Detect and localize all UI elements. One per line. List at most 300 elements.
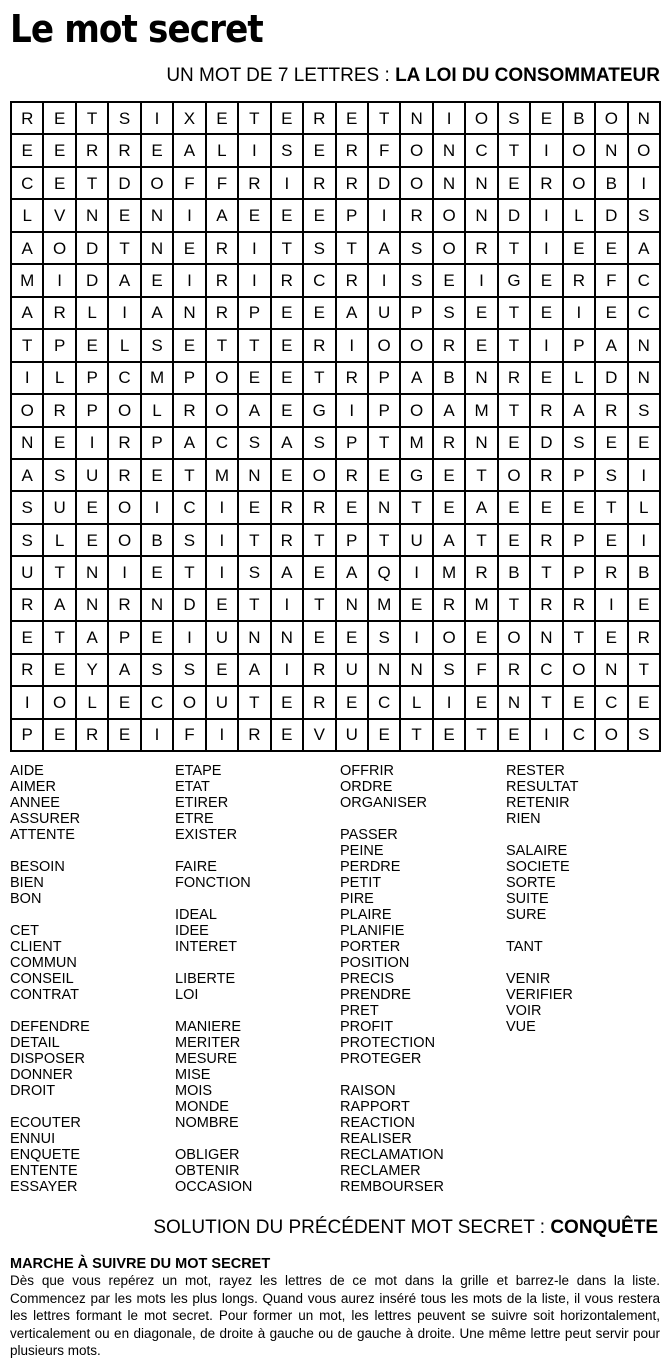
grid-cell[interactable]: E	[239, 200, 271, 232]
grid-cell[interactable]: S	[401, 265, 433, 297]
grid-cell[interactable]: S	[142, 655, 174, 687]
grid-cell[interactable]: D	[531, 428, 563, 460]
grid-cell[interactable]: O	[369, 330, 401, 362]
grid-cell[interactable]: O	[401, 135, 433, 167]
grid-cell[interactable]: E	[109, 200, 141, 232]
grid-cell[interactable]: S	[304, 233, 336, 265]
grid-cell[interactable]: I	[207, 720, 239, 752]
grid-cell[interactable]: E	[434, 460, 466, 492]
grid-cell[interactable]: E	[434, 492, 466, 524]
grid-cell[interactable]: N	[142, 590, 174, 622]
word-list-item[interactable]: RIEN	[506, 811, 541, 827]
grid-cell[interactable]: T	[174, 460, 206, 492]
grid-cell[interactable]: B	[629, 557, 661, 589]
word-list-item[interactable]: OCCASION	[175, 1179, 253, 1195]
grid-cell[interactable]: E	[304, 135, 336, 167]
grid-cell[interactable]: A	[629, 233, 661, 265]
word-list-item[interactable]: LIBERTE	[175, 971, 236, 987]
grid-cell[interactable]: C	[629, 265, 661, 297]
grid-cell[interactable]: S	[272, 135, 304, 167]
grid-cell[interactable]: O	[564, 655, 596, 687]
grid-cell[interactable]: S	[12, 492, 44, 524]
grid-cell[interactable]: E	[466, 298, 498, 330]
word-list-item[interactable]: PROTECTION	[340, 1035, 436, 1051]
grid-cell[interactable]: E	[531, 298, 563, 330]
grid-cell[interactable]: I	[629, 460, 661, 492]
word-list-item[interactable]: AIMER	[10, 779, 56, 795]
word-list-item[interactable]: FAIRE	[175, 859, 217, 875]
word-list-item[interactable]: RAPPORT	[340, 1099, 410, 1115]
word-list-item[interactable]: ETAPE	[175, 763, 222, 779]
grid-cell[interactable]: E	[272, 460, 304, 492]
grid-cell[interactable]: R	[109, 590, 141, 622]
grid-cell[interactable]: I	[401, 622, 433, 654]
grid-cell[interactable]: D	[596, 200, 628, 232]
grid-cell[interactable]: U	[337, 655, 369, 687]
grid-cell[interactable]: F	[596, 265, 628, 297]
word-list-item[interactable]: MONDE	[175, 1099, 229, 1115]
grid-cell[interactable]: R	[109, 428, 141, 460]
grid-cell[interactable]: E	[434, 265, 466, 297]
word-list-item[interactable]: ETAT	[175, 779, 210, 795]
grid-cell[interactable]: E	[434, 720, 466, 752]
word-list-item[interactable]: ENQUETE	[10, 1147, 81, 1163]
grid-cell[interactable]: B	[564, 103, 596, 135]
grid-cell[interactable]: I	[596, 590, 628, 622]
word-list-item[interactable]: DEFENDRE	[10, 1019, 90, 1035]
word-list-item[interactable]: CONTRAT	[10, 987, 80, 1003]
word-list-item[interactable]: ECOUTER	[10, 1115, 81, 1131]
grid-cell[interactable]: R	[466, 557, 498, 589]
grid-cell[interactable]: I	[12, 687, 44, 719]
grid-cell[interactable]: E	[564, 233, 596, 265]
word-list-item[interactable]: IDEE	[175, 923, 209, 939]
word-list-item[interactable]: PRET	[340, 1003, 379, 1019]
grid-cell[interactable]: E	[174, 330, 206, 362]
grid-cell[interactable]: R	[12, 103, 44, 135]
grid-cell[interactable]: I	[174, 622, 206, 654]
grid-cell[interactable]: O	[12, 395, 44, 427]
grid-cell[interactable]: E	[531, 103, 563, 135]
grid-cell[interactable]: I	[142, 492, 174, 524]
grid-cell[interactable]: N	[629, 103, 661, 135]
grid-cell[interactable]: D	[77, 265, 109, 297]
grid-cell[interactable]: A	[77, 622, 109, 654]
word-list-item[interactable]: MESURE	[175, 1051, 238, 1067]
word-list-item[interactable]: BESOIN	[10, 859, 65, 875]
grid-cell[interactable]: I	[531, 135, 563, 167]
grid-cell[interactable]: P	[564, 330, 596, 362]
grid-cell[interactable]: N	[596, 655, 628, 687]
word-list-item[interactable]: ETRE	[175, 811, 214, 827]
grid-cell[interactable]: R	[12, 655, 44, 687]
grid-cell[interactable]: T	[12, 330, 44, 362]
grid-cell[interactable]: E	[499, 492, 531, 524]
grid-cell[interactable]: R	[531, 525, 563, 557]
grid-cell[interactable]: E	[531, 492, 563, 524]
word-list-item[interactable]: PLANIFIE	[340, 923, 405, 939]
grid-cell[interactable]: E	[499, 168, 531, 200]
grid-cell[interactable]: R	[564, 265, 596, 297]
grid-cell[interactable]: V	[44, 200, 76, 232]
grid-cell[interactable]: M	[466, 590, 498, 622]
grid-cell[interactable]: C	[629, 298, 661, 330]
grid-cell[interactable]: T	[44, 557, 76, 589]
grid-cell[interactable]: R	[629, 622, 661, 654]
grid-cell[interactable]: N	[434, 135, 466, 167]
grid-cell[interactable]: N	[337, 590, 369, 622]
grid-cell[interactable]: E	[369, 720, 401, 752]
grid-cell[interactable]: E	[77, 492, 109, 524]
grid-cell[interactable]: A	[12, 298, 44, 330]
grid-cell[interactable]: R	[239, 168, 271, 200]
grid-cell[interactable]: R	[304, 330, 336, 362]
grid-cell[interactable]: R	[337, 460, 369, 492]
grid-cell[interactable]: U	[77, 460, 109, 492]
grid-cell[interactable]: O	[596, 103, 628, 135]
grid-cell[interactable]: I	[142, 103, 174, 135]
word-list-item[interactable]: BON	[10, 891, 42, 907]
grid-cell[interactable]: I	[272, 168, 304, 200]
grid-cell[interactable]: S	[44, 460, 76, 492]
grid-cell[interactable]: I	[531, 330, 563, 362]
grid-cell[interactable]: O	[142, 168, 174, 200]
grid-cell[interactable]: M	[466, 395, 498, 427]
grid-cell[interactable]: E	[77, 525, 109, 557]
grid-cell[interactable]: T	[369, 103, 401, 135]
word-list-item[interactable]: ESSAYER	[10, 1179, 78, 1195]
grid-cell[interactable]: O	[401, 395, 433, 427]
grid-cell[interactable]: O	[564, 135, 596, 167]
word-list-item[interactable]: SUITE	[506, 891, 549, 907]
grid-cell[interactable]: A	[239, 655, 271, 687]
grid-cell[interactable]: C	[304, 265, 336, 297]
grid-cell[interactable]: N	[629, 330, 661, 362]
grid-cell[interactable]: T	[239, 330, 271, 362]
grid-cell[interactable]: B	[434, 363, 466, 395]
grid-cell[interactable]: S	[434, 655, 466, 687]
grid-cell[interactable]: I	[77, 428, 109, 460]
grid-cell[interactable]: O	[499, 460, 531, 492]
grid-cell[interactable]: D	[77, 233, 109, 265]
grid-cell[interactable]: R	[109, 135, 141, 167]
grid-cell[interactable]: F	[174, 168, 206, 200]
word-list-item[interactable]: REACTION	[340, 1115, 415, 1131]
grid-cell[interactable]: C	[142, 687, 174, 719]
grid-cell[interactable]: N	[142, 200, 174, 232]
word-list-item[interactable]: ATTENTE	[10, 827, 75, 843]
grid-cell[interactable]: T	[499, 330, 531, 362]
grid-cell[interactable]: G	[401, 460, 433, 492]
grid-cell[interactable]: T	[44, 622, 76, 654]
grid-cell[interactable]: L	[77, 687, 109, 719]
grid-cell[interactable]: T	[401, 492, 433, 524]
grid-cell[interactable]: E	[272, 687, 304, 719]
word-list-item[interactable]: IDEAL	[175, 907, 217, 923]
grid-cell[interactable]: E	[596, 622, 628, 654]
grid-cell[interactable]: T	[304, 363, 336, 395]
grid-cell[interactable]: P	[109, 622, 141, 654]
grid-cell[interactable]: A	[272, 557, 304, 589]
grid-cell[interactable]: E	[44, 135, 76, 167]
grid-cell[interactable]: M	[434, 557, 466, 589]
grid-cell[interactable]: I	[174, 265, 206, 297]
grid-cell[interactable]: D	[369, 168, 401, 200]
word-list-item[interactable]: ENNUI	[10, 1131, 56, 1147]
grid-cell[interactable]: I	[369, 265, 401, 297]
grid-cell[interactable]: I	[434, 687, 466, 719]
word-list-item[interactable]: VERIFIER	[506, 987, 573, 1003]
grid-cell[interactable]: C	[369, 687, 401, 719]
grid-cell[interactable]: E	[629, 590, 661, 622]
word-list-item[interactable]: RESTER	[506, 763, 565, 779]
grid-cell[interactable]: S	[629, 720, 661, 752]
word-list-item[interactable]: LOI	[175, 987, 199, 1003]
word-list-item[interactable]: ETIRER	[175, 795, 229, 811]
grid-cell[interactable]: E	[629, 687, 661, 719]
word-list-item[interactable]: ANNEE	[10, 795, 60, 811]
grid-cell[interactable]: M	[142, 363, 174, 395]
grid-cell[interactable]: I	[44, 265, 76, 297]
grid-cell[interactable]: R	[337, 265, 369, 297]
grid-cell[interactable]: S	[596, 460, 628, 492]
grid-cell[interactable]: R	[564, 590, 596, 622]
grid-cell[interactable]: A	[466, 492, 498, 524]
grid-cell[interactable]: U	[369, 298, 401, 330]
grid-cell[interactable]: N	[531, 622, 563, 654]
grid-cell[interactable]: E	[207, 103, 239, 135]
grid-cell[interactable]: R	[239, 720, 271, 752]
word-list-item[interactable]: TANT	[506, 939, 543, 955]
grid-cell[interactable]: R	[596, 557, 628, 589]
grid-cell[interactable]: T	[499, 233, 531, 265]
grid-cell[interactable]: T	[466, 720, 498, 752]
grid-cell[interactable]: P	[77, 395, 109, 427]
grid-cell[interactable]: C	[109, 363, 141, 395]
grid-cell[interactable]: T	[174, 557, 206, 589]
grid-cell[interactable]: E	[369, 460, 401, 492]
grid-cell[interactable]: R	[77, 720, 109, 752]
word-list-item[interactable]: PORTER	[340, 939, 401, 955]
grid-cell[interactable]: N	[272, 622, 304, 654]
grid-cell[interactable]: R	[272, 525, 304, 557]
grid-cell[interactable]: N	[369, 492, 401, 524]
grid-cell[interactable]: F	[369, 135, 401, 167]
word-list-item[interactable]: CLIENT	[10, 939, 62, 955]
word-list-item[interactable]: RAISON	[340, 1083, 396, 1099]
grid-cell[interactable]: S	[12, 525, 44, 557]
word-list-item[interactable]: DETAIL	[10, 1035, 60, 1051]
grid-cell[interactable]: X	[174, 103, 206, 135]
grid-cell[interactable]: U	[44, 492, 76, 524]
word-list-item[interactable]: MANIERE	[175, 1019, 242, 1035]
grid-cell[interactable]: L	[401, 687, 433, 719]
grid-cell[interactable]: A	[142, 298, 174, 330]
grid-cell[interactable]: S	[629, 395, 661, 427]
word-list-item[interactable]: REMBOURSER	[340, 1179, 444, 1195]
grid-cell[interactable]: O	[207, 363, 239, 395]
grid-cell[interactable]: S	[174, 525, 206, 557]
grid-cell[interactable]: A	[434, 395, 466, 427]
grid-cell[interactable]: R	[77, 135, 109, 167]
grid-cell[interactable]: P	[12, 720, 44, 752]
word-list-item[interactable]: ORDRE	[340, 779, 393, 795]
grid-cell[interactable]: T	[239, 590, 271, 622]
grid-cell[interactable]: E	[272, 395, 304, 427]
grid-cell[interactable]: N	[369, 655, 401, 687]
grid-cell[interactable]: E	[531, 265, 563, 297]
grid-cell[interactable]: G	[499, 265, 531, 297]
word-list-item[interactable]: CET	[10, 923, 39, 939]
grid-cell[interactable]: P	[564, 460, 596, 492]
grid-cell[interactable]: N	[77, 557, 109, 589]
grid-cell[interactable]: E	[142, 265, 174, 297]
grid-cell[interactable]: I	[109, 557, 141, 589]
grid-cell[interactable]: T	[369, 525, 401, 557]
grid-cell[interactable]: L	[77, 298, 109, 330]
grid-cell[interactable]: D	[109, 168, 141, 200]
grid-cell[interactable]: O	[434, 233, 466, 265]
grid-cell[interactable]: E	[564, 687, 596, 719]
grid-cell[interactable]: P	[337, 525, 369, 557]
grid-cell[interactable]: I	[239, 135, 271, 167]
word-list-item[interactable]: SALAIRE	[506, 843, 568, 859]
grid-cell[interactable]: I	[629, 168, 661, 200]
grid-cell[interactable]: R	[499, 363, 531, 395]
grid-cell[interactable]: N	[499, 687, 531, 719]
grid-cell[interactable]: A	[12, 233, 44, 265]
grid-cell[interactable]: I	[401, 557, 433, 589]
grid-cell[interactable]: E	[337, 687, 369, 719]
grid-cell[interactable]: N	[239, 622, 271, 654]
word-list-item[interactable]: PEINE	[340, 843, 384, 859]
word-list-item[interactable]: PROFIT	[340, 1019, 394, 1035]
grid-cell[interactable]: O	[109, 492, 141, 524]
grid-cell[interactable]: T	[531, 687, 563, 719]
grid-cell[interactable]: T	[77, 168, 109, 200]
grid-cell[interactable]: I	[207, 492, 239, 524]
word-list-item[interactable]: ORGANISER	[340, 795, 428, 811]
grid-cell[interactable]: T	[239, 687, 271, 719]
grid-cell[interactable]: E	[272, 330, 304, 362]
grid-cell[interactable]: I	[207, 525, 239, 557]
grid-cell[interactable]: N	[596, 135, 628, 167]
word-list-item[interactable]: VUE	[506, 1019, 536, 1035]
grid-cell[interactable]: N	[466, 200, 498, 232]
grid-cell[interactable]: E	[272, 200, 304, 232]
grid-cell[interactable]: P	[77, 363, 109, 395]
grid-cell[interactable]: F	[174, 720, 206, 752]
grid-cell[interactable]: C	[531, 655, 563, 687]
grid-cell[interactable]: E	[466, 622, 498, 654]
grid-cell[interactable]: R	[207, 233, 239, 265]
grid-cell[interactable]: D	[596, 363, 628, 395]
grid-cell[interactable]: R	[531, 590, 563, 622]
grid-cell[interactable]: S	[499, 103, 531, 135]
grid-cell[interactable]: T	[499, 298, 531, 330]
word-list-item[interactable]: BIEN	[10, 875, 44, 891]
grid-cell[interactable]: L	[109, 330, 141, 362]
grid-cell[interactable]: E	[466, 330, 498, 362]
grid-cell[interactable]: O	[434, 200, 466, 232]
word-list-item[interactable]: VENIR	[506, 971, 551, 987]
grid-cell[interactable]: O	[401, 330, 433, 362]
grid-cell[interactable]: A	[174, 428, 206, 460]
grid-cell[interactable]: P	[44, 330, 76, 362]
grid-cell[interactable]: R	[304, 687, 336, 719]
grid-cell[interactable]: A	[44, 590, 76, 622]
grid-cell[interactable]: L	[564, 200, 596, 232]
grid-cell[interactable]: R	[272, 265, 304, 297]
word-list-item[interactable]: OBLIGER	[175, 1147, 240, 1163]
word-list-item[interactable]: PETIT	[340, 875, 382, 891]
grid-cell[interactable]: N	[466, 168, 498, 200]
word-list-item[interactable]: RESULTAT	[506, 779, 579, 795]
word-list-item[interactable]: DISPOSER	[10, 1051, 85, 1067]
grid-cell[interactable]: O	[596, 720, 628, 752]
grid-cell[interactable]: N	[142, 233, 174, 265]
grid-cell[interactable]: E	[239, 492, 271, 524]
grid-cell[interactable]: R	[401, 200, 433, 232]
word-list-item[interactable]: REALISER	[340, 1131, 412, 1147]
grid-cell[interactable]: E	[596, 298, 628, 330]
grid-cell[interactable]: S	[564, 428, 596, 460]
grid-cell[interactable]: C	[174, 492, 206, 524]
grid-cell[interactable]: O	[434, 622, 466, 654]
grid-cell[interactable]: R	[304, 103, 336, 135]
grid-cell[interactable]: E	[44, 655, 76, 687]
grid-cell[interactable]: T	[337, 233, 369, 265]
grid-cell[interactable]: E	[596, 233, 628, 265]
grid-cell[interactable]: M	[12, 265, 44, 297]
grid-cell[interactable]: E	[174, 233, 206, 265]
grid-cell[interactable]: N	[77, 200, 109, 232]
grid-cell[interactable]: T	[499, 395, 531, 427]
grid-cell[interactable]: F	[466, 655, 498, 687]
grid-cell[interactable]: E	[272, 298, 304, 330]
grid-cell[interactable]: R	[531, 395, 563, 427]
grid-cell[interactable]: E	[207, 590, 239, 622]
grid-cell[interactable]: Y	[77, 655, 109, 687]
grid-cell[interactable]: C	[12, 168, 44, 200]
grid-cell[interactable]: S	[629, 200, 661, 232]
grid-cell[interactable]: T	[564, 622, 596, 654]
grid-cell[interactable]: N	[239, 460, 271, 492]
word-list-item[interactable]: SOCIETE	[506, 859, 570, 875]
grid-cell[interactable]: E	[304, 298, 336, 330]
word-list-item[interactable]: SURE	[506, 907, 547, 923]
grid-cell[interactable]: U	[337, 720, 369, 752]
word-list-item[interactable]: MOIS	[175, 1083, 213, 1099]
grid-cell[interactable]: I	[207, 557, 239, 589]
grid-cell[interactable]: E	[12, 135, 44, 167]
grid-cell[interactable]: I	[629, 525, 661, 557]
grid-cell[interactable]: E	[142, 135, 174, 167]
grid-cell[interactable]: I	[142, 720, 174, 752]
grid-cell[interactable]: E	[109, 720, 141, 752]
grid-cell[interactable]: B	[499, 557, 531, 589]
grid-cell[interactable]: A	[434, 525, 466, 557]
grid-cell[interactable]: E	[142, 557, 174, 589]
grid-cell[interactable]: S	[174, 655, 206, 687]
grid-cell[interactable]: R	[337, 135, 369, 167]
grid-cell[interactable]: U	[401, 525, 433, 557]
word-list-item[interactable]: MISE	[175, 1067, 211, 1083]
word-list-item[interactable]: RECLAMER	[340, 1163, 421, 1179]
grid-cell[interactable]: F	[207, 168, 239, 200]
grid-cell[interactable]: R	[174, 395, 206, 427]
grid-cell[interactable]: P	[239, 298, 271, 330]
